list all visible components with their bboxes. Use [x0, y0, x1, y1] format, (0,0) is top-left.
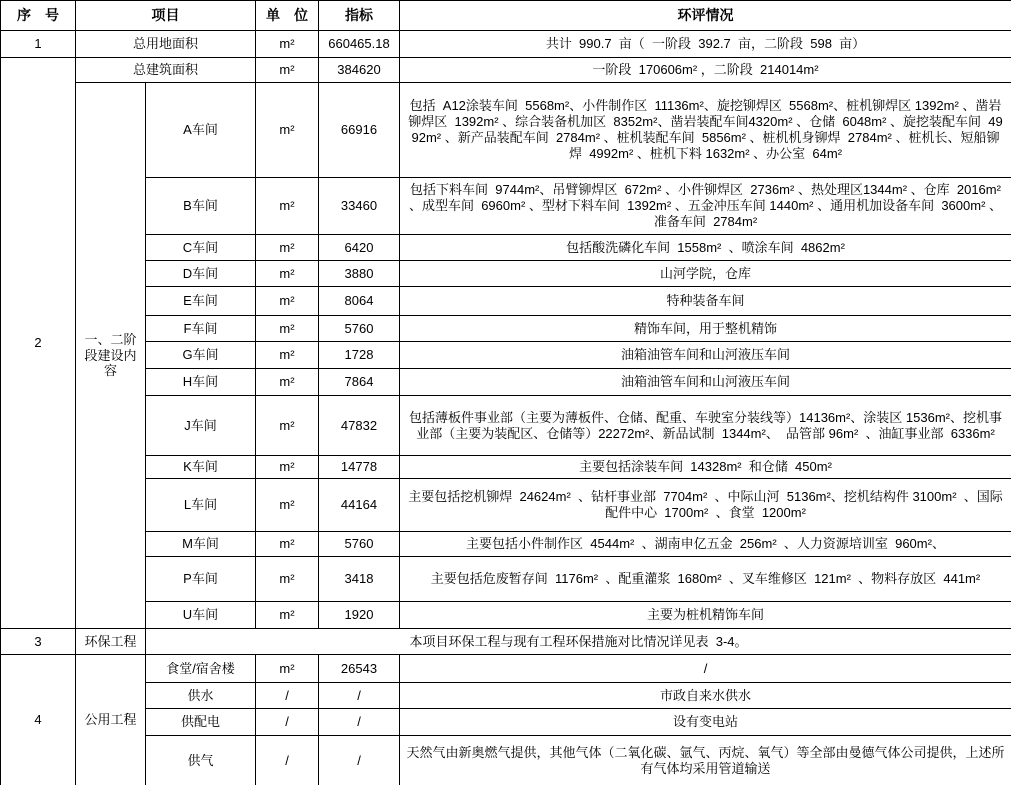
table-row — [1, 557, 1011, 602]
indicator-cell: / — [319, 683, 400, 709]
header-indicator: 指标 — [319, 1, 400, 31]
indicator-cell: 5760 — [319, 316, 400, 342]
table-row — [1, 736, 1011, 785]
eia-cell: 包括 A12涂装车间 5568m²、小件制作区 11136m²、旋挖铆焊区 5568m²、桩机铆焊区 1392m² 、凿岩铆焊区 1392m² 、综合装备机加区 8352m²、凿岩装配车间4320m² 、仓储 6048m² 、旋挖装配车间 4992m² 、新产品装配车间 2784m² 、桩机装配车间 5856m² 、桩机机身铆焊 2784m² 、桩机长、短船铆焊 4992m² 、桩机下料 1632m² 、办公室 64m² — [400, 83, 1011, 178]
indicator-cell: 33460 — [319, 178, 400, 235]
item-cell: H车间 — [146, 369, 256, 396]
indicator-cell: 26543 — [319, 655, 400, 683]
item-cell: D车间 — [146, 261, 256, 287]
header-serial: 序 号 — [1, 1, 76, 31]
item-cell: B车间 — [146, 178, 256, 235]
item-cell: G车间 — [146, 342, 256, 369]
unit-cell: m² — [256, 178, 319, 235]
table-row — [1, 479, 1011, 532]
table-row — [1, 31, 1011, 58]
eia-cell: 油箱油管车间和山河液压车间 — [400, 369, 1011, 396]
unit-cell: m² — [256, 83, 319, 178]
eia-cell: / — [400, 655, 1011, 683]
indicator-cell: / — [319, 709, 400, 736]
eia-cell: 山河学院，仓库 — [400, 261, 1011, 287]
table-row — [1, 261, 1011, 287]
header-item: 项目 — [76, 1, 256, 31]
table-row — [1, 178, 1011, 235]
eia-cell: 设有变电站 — [400, 709, 1011, 736]
item-cell: U车间 — [146, 602, 256, 629]
item-cell: 供水 — [146, 683, 256, 709]
unit-cell: m² — [256, 31, 319, 58]
table-row — [1, 655, 1011, 683]
group-label-cell: 一、二阶段建设内容 — [76, 83, 146, 629]
unit-cell: m² — [256, 602, 319, 629]
item-cell: 环保工程 — [76, 629, 146, 655]
indicator-cell: 1728 — [319, 342, 400, 369]
header-eia: 环评情况 — [400, 1, 1011, 31]
unit-cell: m² — [256, 479, 319, 532]
eia-cell: 主要包括涂装车间 14328m² 和仓储 450m² — [400, 456, 1011, 479]
item-cell: E车间 — [146, 287, 256, 316]
unit-cell: m² — [256, 342, 319, 369]
indicator-cell: / — [319, 736, 400, 785]
table-row — [1, 629, 1011, 655]
item-cell: 总建筑面积 — [76, 58, 256, 83]
item-cell: 供气 — [146, 736, 256, 785]
indicator-cell: 3418 — [319, 557, 400, 602]
eia-cell: 精饰车间，用于整机精饰 — [400, 316, 1011, 342]
eia-cell: 市政自来水供水 — [400, 683, 1011, 709]
indicator-cell: 44164 — [319, 479, 400, 532]
item-cell: C车间 — [146, 235, 256, 261]
eia-cell: 本项目环保工程与现有工程环保措施对比情况详见表 3-4。 — [146, 629, 1011, 655]
table-row — [1, 396, 1011, 456]
table-row — [1, 369, 1011, 396]
unit-cell: m² — [256, 655, 319, 683]
unit-cell: m² — [256, 261, 319, 287]
indicator-cell: 66916 — [319, 83, 400, 178]
item-cell: P车间 — [146, 557, 256, 602]
table-row — [1, 316, 1011, 342]
item-cell: A车间 — [146, 83, 256, 178]
indicator-cell: 14778 — [319, 456, 400, 479]
eia-cell: 特种装备车间 — [400, 287, 1011, 316]
serial-cell: 4 — [1, 655, 76, 785]
table-row — [1, 683, 1011, 709]
indicator-cell: 384620 — [319, 58, 400, 83]
unit-cell: m² — [256, 287, 319, 316]
eia-cell: 油箱油管车间和山河液压车间 — [400, 342, 1011, 369]
unit-cell: / — [256, 709, 319, 736]
eia-cell: 主要包括小件制作区 4544m² 、湖南申亿五金 256m² 、人力资源培训室 960m²、 — [400, 532, 1011, 557]
table-row — [1, 58, 1011, 83]
item-cell: L车间 — [146, 479, 256, 532]
table-header-row — [1, 1, 1011, 31]
eia-cell: 主要包括挖机铆焊 24624m² 、钻杆事业部 7704m² 、中际山河 5136m²、挖机结构件 3100m² 、国际配件中心 1700m² 、食堂 1200m² — [400, 479, 1011, 532]
table-row — [1, 456, 1011, 479]
item-cell: 供配电 — [146, 709, 256, 736]
serial-cell: 2 — [1, 58, 76, 629]
item-cell: F车间 — [146, 316, 256, 342]
indicator-cell: 6420 — [319, 235, 400, 261]
item-cell: 总用地面积 — [76, 31, 256, 58]
unit-cell: m² — [256, 58, 319, 83]
eia-cell: 包括下料车间 9744m²、吊臂铆焊区 672m² 、小件铆焊区 2736m² 、热处理区1344m² 、仓库 2016m² 、成型车间 6960m² 、型材下料车间 1392m² 、五金冲压车间 1440m² 、通用机加设备车间 3600m² 、准备车间 2784m² — [400, 178, 1011, 235]
eia-cell: 包括酸洗磷化车间 1558m² 、喷涂车间 4862m² — [400, 235, 1011, 261]
unit-cell: m² — [256, 235, 319, 261]
table-row — [1, 83, 1011, 178]
table-row — [1, 532, 1011, 557]
indicator-cell: 1920 — [319, 602, 400, 629]
group-label-cell: 公用工程 — [76, 655, 146, 785]
unit-cell: m² — [256, 369, 319, 396]
table-row — [1, 235, 1011, 261]
serial-cell: 1 — [1, 31, 76, 58]
indicator-cell: 7864 — [319, 369, 400, 396]
item-cell: J车间 — [146, 396, 256, 456]
serial-cell: 3 — [1, 629, 76, 655]
table-row — [1, 342, 1011, 369]
indicator-cell: 47832 — [319, 396, 400, 456]
indicator-cell: 3880 — [319, 261, 400, 287]
eia-cell: 主要包括危废暂存间 1176m² 、配重灌浆 1680m² 、叉车维修区 121m² 、物料存放区 441m² — [400, 557, 1011, 602]
table-row — [1, 287, 1011, 316]
header-unit: 单 位 — [256, 1, 319, 31]
table-row — [1, 709, 1011, 736]
item-cell: 食堂/宿舍楼 — [146, 655, 256, 683]
table-row — [1, 602, 1011, 629]
eia-cell: 共计 990.7 亩（ 一阶段 392.7 亩，二阶段 598 亩） — [400, 31, 1011, 58]
item-cell: M车间 — [146, 532, 256, 557]
unit-cell: m² — [256, 316, 319, 342]
eia-cell: 主要为桩机精饰车间 — [400, 602, 1011, 629]
eia-cell: 天然气由新奥燃气提供，其他气体（二氧化碳、氩气、丙烷、氧气）等全部由曼德气体公司提供，上述所有气体均采用管道输送 — [400, 736, 1011, 785]
unit-cell: m² — [256, 532, 319, 557]
eia-cell: 包括薄板件事业部（主要为薄板件、仓储、配重、车驶室分装线等）14136m²、涂装区 1536m²、挖机事业部（主要为装配区、仓储等）22272m²、新品试制 1344m²、 品管部 96m² 、油缸事业部 6336m² — [400, 396, 1011, 456]
indicator-cell: 8064 — [319, 287, 400, 316]
item-cell: K车间 — [146, 456, 256, 479]
unit-cell: / — [256, 683, 319, 709]
unit-cell: / — [256, 736, 319, 785]
unit-cell: m² — [256, 396, 319, 456]
unit-cell: m² — [256, 557, 319, 602]
indicator-cell: 660465.18 — [319, 31, 400, 58]
eia-cell: 一阶段 170606m² ，二阶段 214014m² — [400, 58, 1011, 83]
unit-cell: m² — [256, 456, 319, 479]
indicator-cell: 5760 — [319, 532, 400, 557]
